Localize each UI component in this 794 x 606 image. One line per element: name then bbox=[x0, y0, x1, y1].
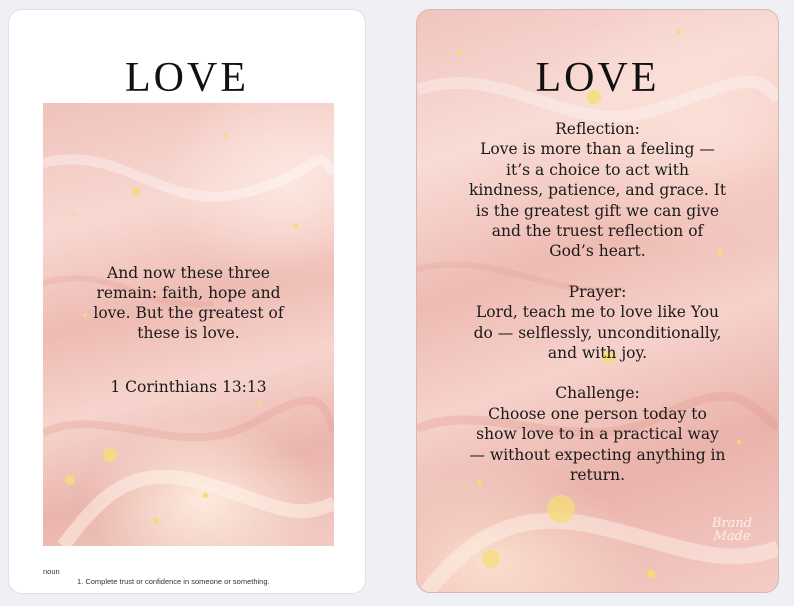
card-title: LOVE bbox=[535, 55, 660, 101]
prayer-section bbox=[470, 282, 725, 364]
prayer-text: Lord, teach me to love like You do — selflessly, unconditionally, and with joy. bbox=[473, 303, 722, 363]
gold-fleck bbox=[677, 30, 681, 34]
challenge-heading: Challenge: bbox=[555, 384, 640, 403]
reflection-heading: Reflection: bbox=[555, 120, 640, 138]
word-type-label: noun bbox=[43, 567, 60, 576]
gold-fleck bbox=[73, 213, 76, 216]
reflection-text: Love is more than a feeling — it’s a choice to act with kindness, patience, and grace. It is the greatest gift we can give and the truest reflection of God’s heart. bbox=[468, 140, 727, 261]
gold-fleck bbox=[65, 475, 75, 485]
reflection-section bbox=[468, 119, 728, 262]
challenge-text: Choose one person today to show love to in a practical way — without expecting anything in return. bbox=[469, 404, 726, 485]
verse-text: And now these three remain: faith, hope and love. But the greatest of these is love. bbox=[93, 264, 284, 342]
gold-fleck bbox=[293, 223, 298, 228]
gold-fleck bbox=[203, 493, 208, 498]
brand-watermark-logo: Brand Made bbox=[711, 516, 753, 544]
gold-fleck bbox=[133, 188, 140, 195]
gold-fleck bbox=[103, 448, 117, 462]
verse-card[interactable] bbox=[8, 9, 366, 594]
verse-panel bbox=[43, 103, 334, 546]
card-title: LOVE bbox=[125, 55, 249, 101]
gold-fleck bbox=[647, 570, 655, 578]
gold-fleck bbox=[223, 133, 227, 137]
definition-text: 1. Complete trust or confidence in someone or something. bbox=[77, 577, 270, 586]
reflection-card[interactable] bbox=[416, 9, 779, 593]
gold-fleck bbox=[258, 403, 262, 407]
challenge-section bbox=[467, 383, 729, 485]
prayer-heading: Prayer: bbox=[568, 282, 627, 301]
card-content bbox=[417, 119, 778, 506]
verse-reference: 1 Corinthians 13:13 bbox=[110, 378, 267, 396]
gold-fleck bbox=[482, 550, 500, 568]
gold-fleck bbox=[153, 518, 159, 524]
